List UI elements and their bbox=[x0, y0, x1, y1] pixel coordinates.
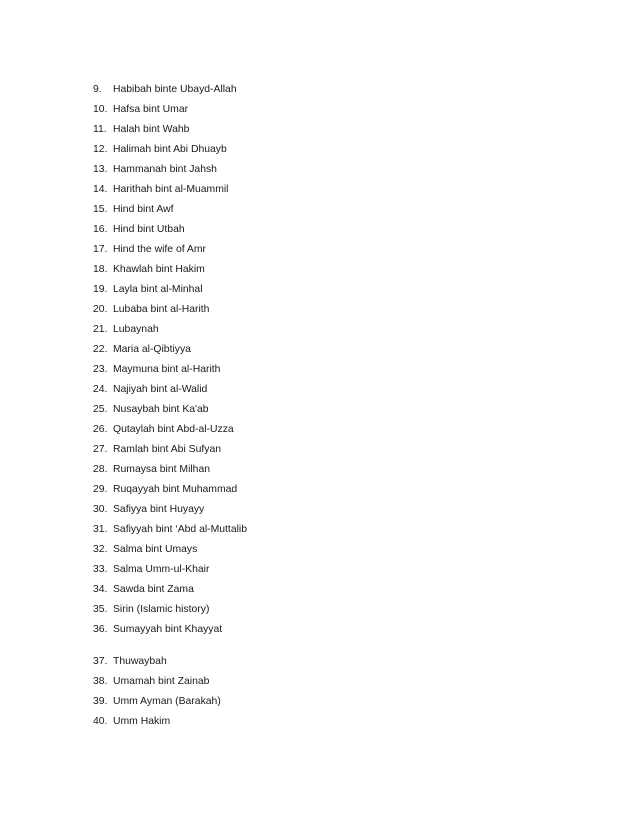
list-item bbox=[93, 484, 247, 504]
list-item bbox=[93, 464, 247, 484]
list-item bbox=[93, 144, 247, 164]
numbered-list bbox=[93, 84, 247, 736]
item-name: Ruqayyah bint Muhammad bbox=[113, 484, 238, 495]
item-name: Lubaynah bbox=[113, 324, 159, 335]
item-name: Sirin (Islamic history) bbox=[113, 604, 210, 615]
item-number: 11. bbox=[93, 124, 107, 135]
item-name: Hind bint Utbah bbox=[113, 224, 185, 235]
item-name: Salma Umm-ul-Khair bbox=[113, 564, 210, 575]
list-item bbox=[93, 324, 247, 344]
item-name: Harithah bint al-Muammil bbox=[113, 184, 229, 195]
item-name: Najiyah bint al-Walid bbox=[113, 384, 208, 395]
item-number: 31. bbox=[93, 524, 108, 535]
list-item bbox=[93, 424, 247, 444]
list-item bbox=[93, 224, 247, 244]
item-number: 30. bbox=[93, 504, 108, 515]
list-item bbox=[93, 364, 247, 384]
list-item bbox=[93, 696, 247, 716]
item-name: Rumaysa bint Milhan bbox=[113, 464, 211, 475]
item-number: 20. bbox=[93, 304, 108, 315]
item-name: Hammanah bint Jahsh bbox=[113, 164, 217, 175]
list-item bbox=[93, 164, 247, 184]
item-name: Maymuna bint al-Harith bbox=[113, 364, 221, 375]
item-number: 38. bbox=[93, 676, 108, 687]
item-number: 9. bbox=[93, 84, 102, 95]
item-name: Nusaybah bint Ka'ab bbox=[113, 404, 209, 415]
item-number: 28. bbox=[93, 464, 108, 475]
list-item bbox=[93, 284, 247, 304]
item-name: Safiyyah bint ‘Abd al-Muttalib bbox=[113, 524, 247, 535]
item-name: Sawda bint Zama bbox=[113, 584, 194, 595]
item-number: 16. bbox=[93, 224, 108, 235]
item-name: Sumayyah bint Khayyat bbox=[113, 624, 223, 635]
list-item bbox=[93, 584, 247, 604]
item-name: Khawlah bint Hakim bbox=[113, 264, 205, 275]
list-item bbox=[93, 204, 247, 224]
item-number: 12. bbox=[93, 144, 108, 155]
item-number: 14. bbox=[93, 184, 108, 195]
item-name: Habibah binte Ubayd-Allah bbox=[113, 84, 237, 95]
list-item bbox=[93, 544, 247, 564]
list-item bbox=[93, 84, 247, 104]
list-item bbox=[93, 524, 247, 544]
item-number: 29. bbox=[93, 484, 108, 495]
list-item bbox=[93, 604, 247, 624]
list-item bbox=[93, 504, 247, 524]
item-name: Halimah bint Abi Dhuayb bbox=[113, 144, 227, 155]
item-number: 13. bbox=[93, 164, 108, 175]
list-item bbox=[93, 104, 247, 124]
item-number: 23. bbox=[93, 364, 108, 375]
list-item bbox=[93, 716, 247, 736]
item-name: Ramlah bint Abi Sufyan bbox=[113, 444, 222, 455]
list-item bbox=[93, 404, 247, 424]
item-number: 27. bbox=[93, 444, 108, 455]
list-item bbox=[93, 264, 247, 284]
item-name: Thuwaybah bbox=[113, 656, 167, 667]
list-item bbox=[93, 384, 247, 404]
item-number: 22. bbox=[93, 344, 108, 355]
item-number: 39. bbox=[93, 696, 108, 707]
item-name: Lubaba bint al-Harith bbox=[113, 304, 210, 315]
item-name: Hind the wife of Amr bbox=[113, 244, 206, 255]
list-item bbox=[93, 444, 247, 464]
item-number: 15. bbox=[93, 204, 108, 215]
item-name: Layla bint al-Minhal bbox=[113, 284, 203, 295]
item-number: 32. bbox=[93, 544, 108, 555]
item-name: Hind bint Awf bbox=[113, 204, 174, 215]
item-number: 17. bbox=[93, 244, 108, 255]
item-name: Maria al-Qibtiyya bbox=[113, 344, 191, 355]
item-number: 18. bbox=[93, 264, 108, 275]
item-number: 35. bbox=[93, 604, 108, 615]
item-number: 40. bbox=[93, 716, 108, 727]
item-name: Safiyya bint Huyayy bbox=[113, 504, 205, 515]
item-name: Umm Ayman (Barakah) bbox=[113, 696, 221, 707]
item-number: 36. bbox=[93, 624, 108, 635]
list-item bbox=[93, 656, 247, 676]
item-number: 33. bbox=[93, 564, 108, 575]
item-name: Umm Hakim bbox=[113, 716, 171, 727]
list-item bbox=[93, 244, 247, 264]
item-number: 37. bbox=[93, 656, 108, 667]
item-name: Salma bint Umays bbox=[113, 544, 198, 555]
item-number: 34. bbox=[93, 584, 108, 595]
item-number: 10. bbox=[93, 104, 108, 115]
item-name: Qutaylah bint Abd-al-Uzza bbox=[113, 424, 234, 435]
item-number: 25. bbox=[93, 404, 108, 415]
item-number: 26. bbox=[93, 424, 108, 435]
list-item bbox=[93, 124, 247, 144]
item-name: Halah bint Wahb bbox=[113, 124, 190, 135]
item-number: 24. bbox=[93, 384, 108, 395]
item-name: Umamah bint Zainab bbox=[113, 676, 210, 687]
item-name: Hafsa bint Umar bbox=[113, 104, 189, 115]
list-item bbox=[93, 676, 247, 696]
item-number: 21. bbox=[93, 324, 108, 335]
list-item bbox=[93, 624, 247, 644]
list-item bbox=[93, 184, 247, 204]
list-item bbox=[93, 304, 247, 324]
item-number: 19. bbox=[93, 284, 108, 295]
list-item bbox=[93, 564, 247, 584]
list-item bbox=[93, 344, 247, 364]
